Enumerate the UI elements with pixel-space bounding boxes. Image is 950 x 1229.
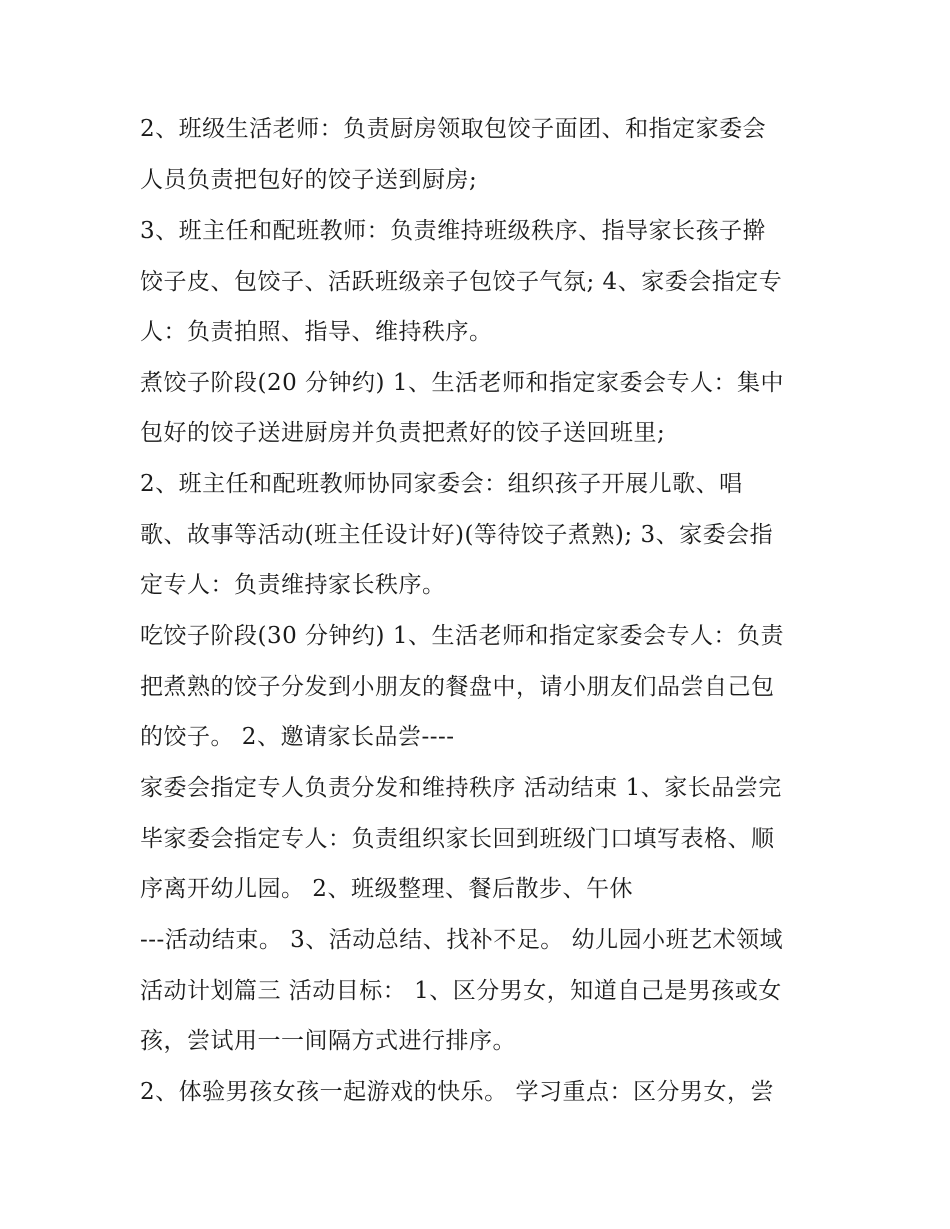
text-line: 定专人：负责维持家长秩序。 [140,572,446,598]
text-line: 包好的饺子送进厨房并负责把煮好的饺子送回班里; [140,420,666,446]
text-line: 饺子皮、包饺子、活跃班级亲子包饺子气氛; 4、家委会指定专 [140,269,783,295]
text-line: ---活动结束。 3、活动总结、找补不足。 幼儿园小班艺术领域 [140,927,784,953]
text-line: 人：负责拍照、指导、维持秩序。 [140,319,493,345]
text-line: 煮饺子阶段(20 分钟约) 1、生活老师和指定家委会专人：集中 [140,370,784,396]
text-line: 孩，尝试用一一间隔方式进行排序。 [140,1028,516,1054]
text-line: 2、体验男孩女孩一起游戏的快乐。 学习重点：区分男女，尝 [140,1079,774,1105]
text-line: 吃饺子阶段(30 分钟约) 1、生活老师和指定家委会专人：负责 [140,623,784,649]
text-line: 2、班主任和配班教师协同家委会：组织孩子开展儿歌、唱 [140,471,743,497]
text-line: 3、班主任和配班教师：负责维持班级秩序、指导家长孩子擀 [140,218,767,244]
text-line: 的饺子。 2、邀请家长品尝---- [140,724,455,750]
text-line: 把煮熟的饺子分发到小朋友的餐盘中，请小朋友们品尝自己包 [140,674,775,700]
text-line: 2、班级生活老师：负责厨房领取包饺子面团、和指定家委会 [140,116,767,142]
text-line: 活动计划篇三 活动目标： 1、区分男女，知道自己是男孩或女 [140,978,782,1004]
text-line: 序离开幼儿园。 2、班级整理、餐后散步、午休 [140,876,633,902]
text-line: 家委会指定专人负责分发和维持秩序 活动结束 1、家长品尝完 [140,775,782,801]
text-line: 毕家委会指定专人：负责组织家长回到班级门口填写表格、顺 [140,826,775,852]
text-line: 歌、故事等活动(班主任设计好)(等待饺子煮熟); 3、家委会指 [140,522,774,548]
text-line: 人员负责把包好的饺子送到厨房; [140,167,478,193]
